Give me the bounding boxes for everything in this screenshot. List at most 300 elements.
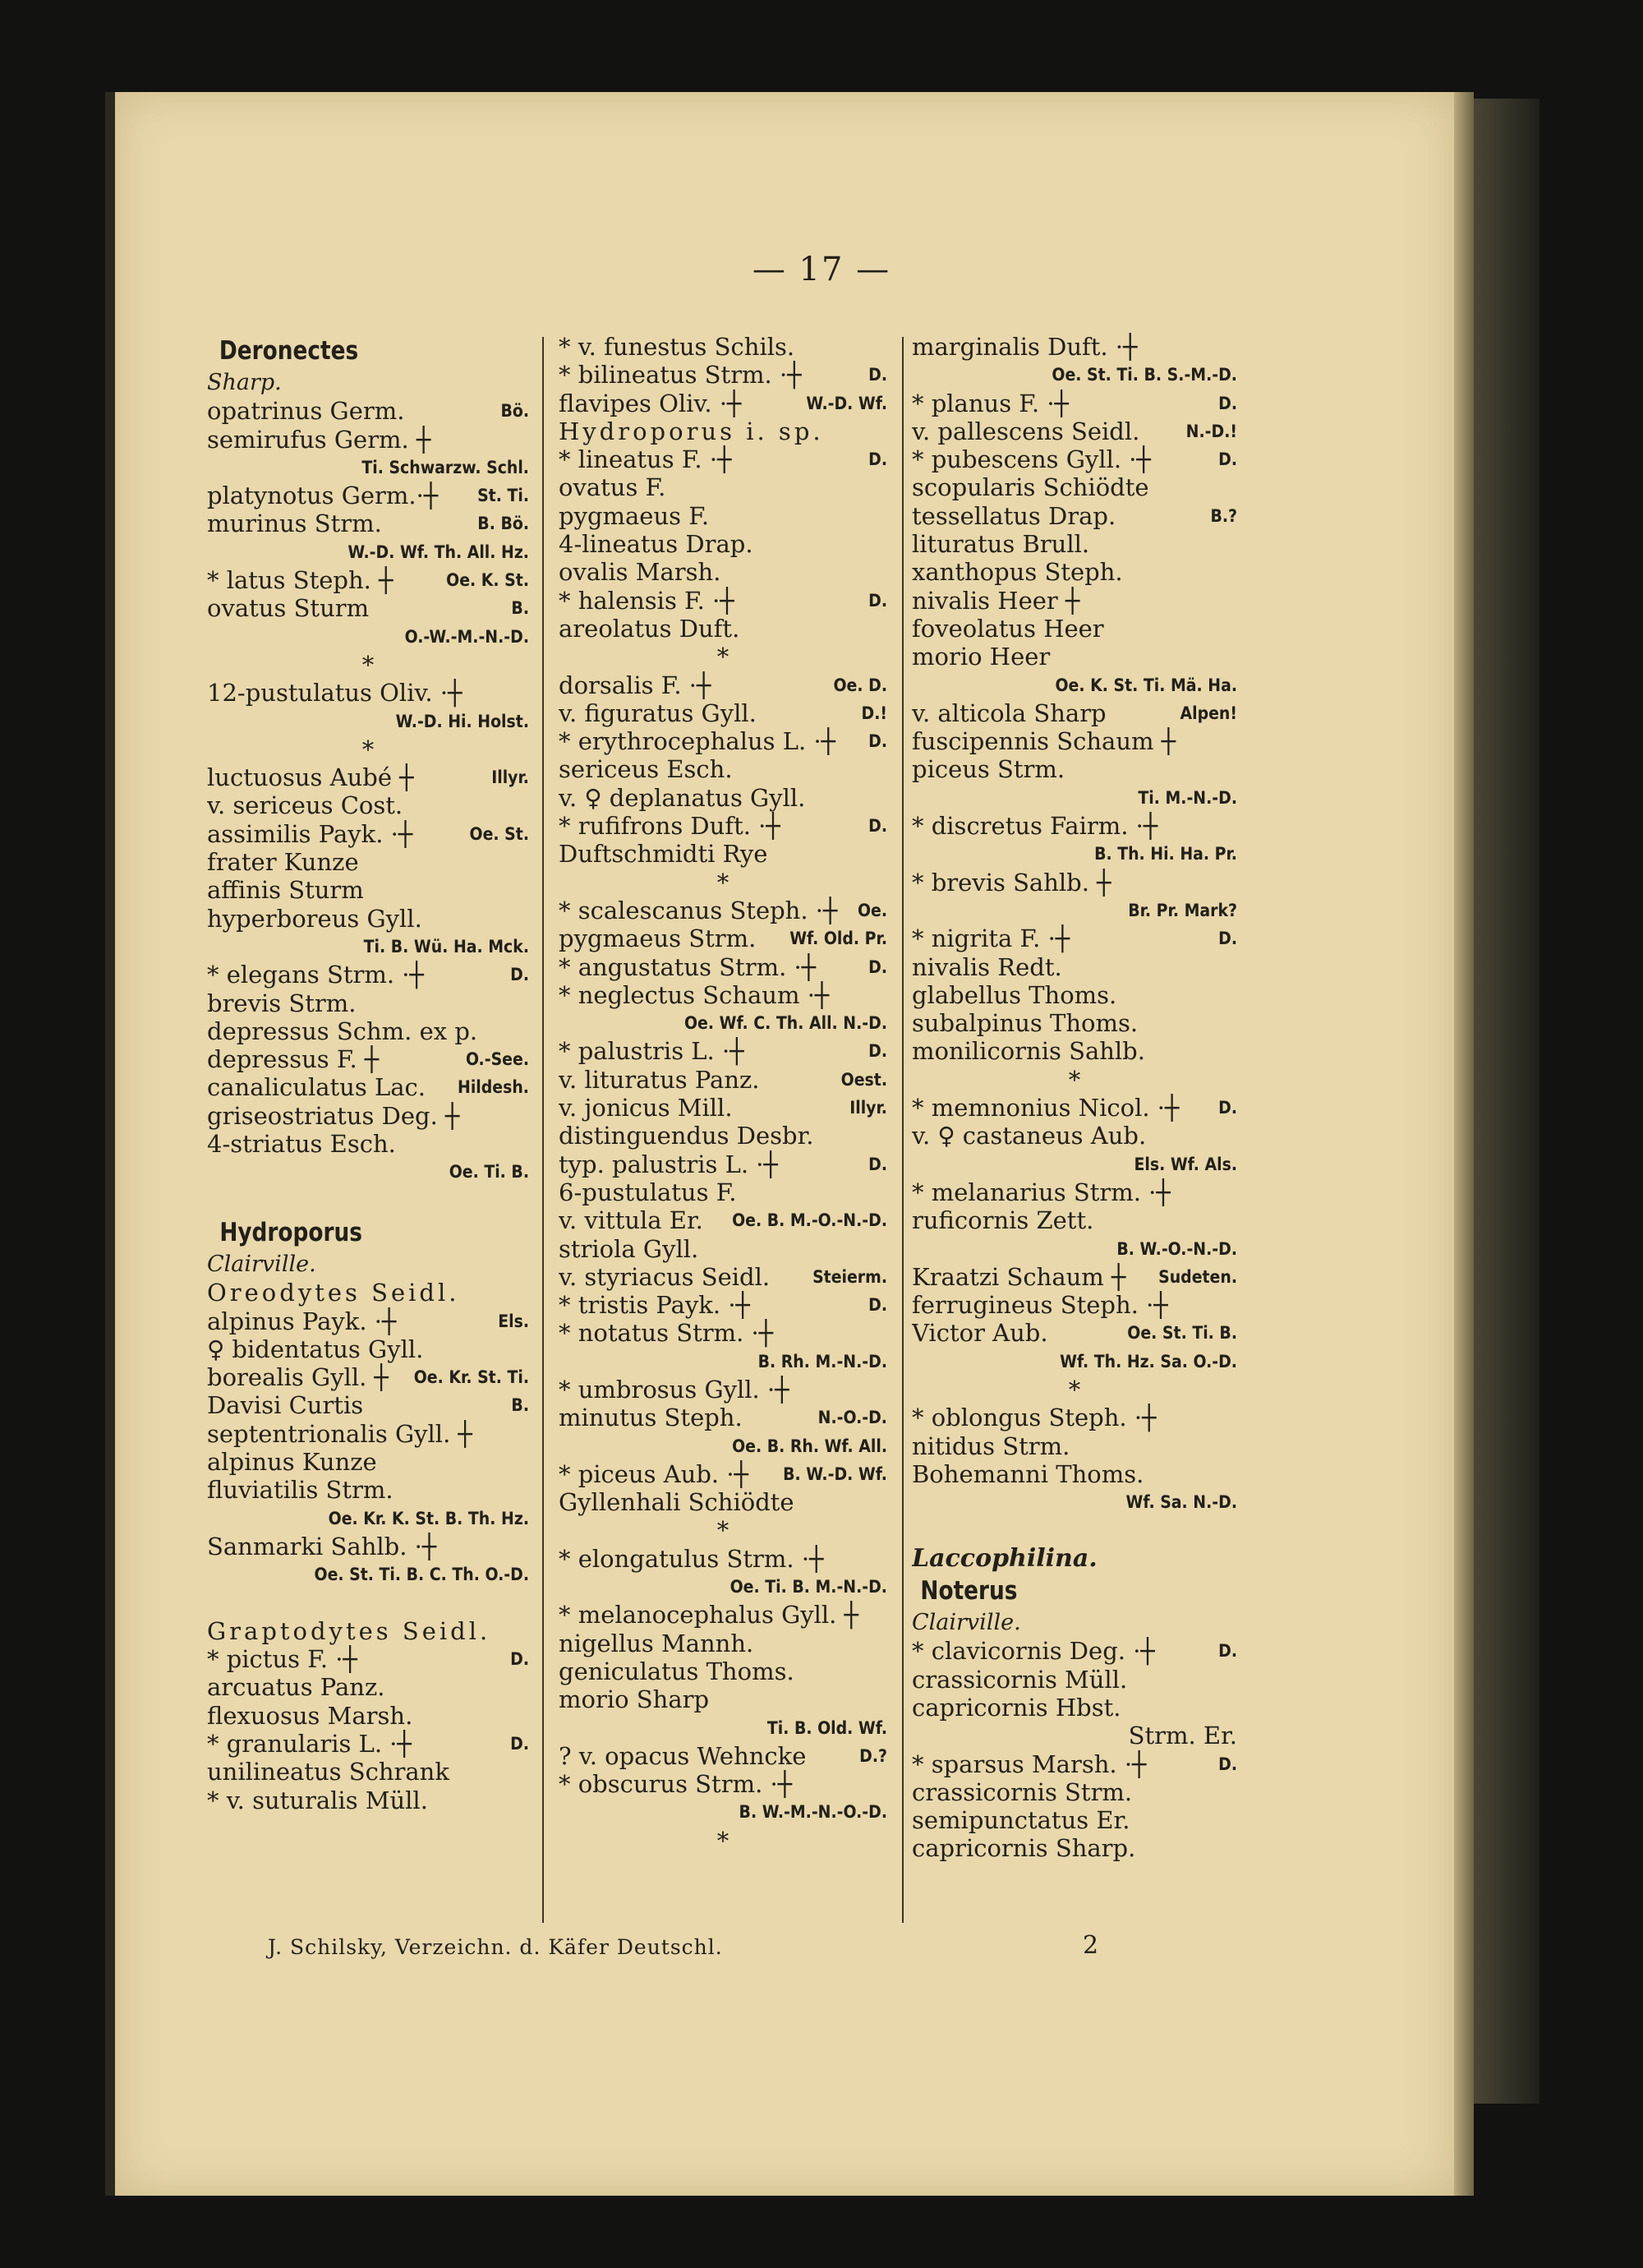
entry-name: dorsalis F. ·┼: [559, 671, 711, 699]
column-divider-right: [902, 337, 904, 1923]
list-item: [912, 671, 1237, 699]
entry-name: * melanocephalus Gyll. ┼: [559, 1601, 859, 1630]
entry-locality: D.: [510, 1649, 529, 1670]
list-item: [912, 473, 1237, 501]
entry-name: semipunctatus Er.: [912, 1806, 1130, 1835]
entry-locality: Els. Wf. Als.: [1134, 1154, 1237, 1174]
entry-locality: Steierm.: [812, 1266, 887, 1287]
list-item: [912, 1037, 1237, 1065]
entry-name: Victor Aub.: [912, 1319, 1048, 1348]
entry-name: * tristis Payk. ·┼: [559, 1291, 750, 1320]
list-item: [559, 390, 887, 417]
entry-locality: D.?: [859, 1745, 887, 1766]
list-item: [912, 924, 1237, 952]
list-item: [559, 840, 887, 868]
entry-locality: D.: [868, 1154, 887, 1174]
entry-locality: W.-D. Wf. Th. All. Hz.: [347, 542, 529, 562]
list-item: [912, 1404, 1237, 1431]
list-item: [912, 1516, 1237, 1544]
list-item: [207, 1391, 529, 1419]
list-item: [207, 763, 529, 791]
entry-locality: B. Rh. M.-N.-D.: [757, 1351, 887, 1371]
entry-locality: O.-See.: [465, 1049, 529, 1070]
list-item: [207, 482, 529, 509]
list-item: [559, 558, 887, 586]
entry-name: * notatus Strm. ·┼: [559, 1319, 774, 1348]
list-item: [207, 594, 529, 622]
entry-name: * obscurus Strm. ·┼: [559, 1770, 793, 1799]
entry-locality: B.?: [1210, 505, 1237, 526]
entry-locality: Sudeten.: [1158, 1266, 1237, 1287]
entry-name: hyperboreus Gyll.: [207, 904, 422, 933]
list-item: [559, 473, 887, 501]
entry-locality: Illyr.: [849, 1098, 887, 1118]
entry-name: opatrinus Germ.: [207, 397, 405, 426]
genus-heading: [912, 1573, 1237, 1609]
entry-name: * v. funestus Schils.: [559, 333, 795, 361]
entry-name: Hydroporus: [219, 1217, 362, 1247]
entry-locality: D.: [868, 816, 887, 837]
entry-name: platynotus Germ.·┼: [207, 482, 439, 510]
list-item: [912, 1376, 1237, 1404]
entry-name: * neglectus Schaum ·┼: [559, 980, 830, 1009]
list-item: [559, 869, 887, 897]
entry-locality: D.: [868, 957, 887, 977]
list-item: [207, 1476, 529, 1504]
entry-name: capricornis Hbst.: [912, 1693, 1121, 1722]
entry-locality: Oe. B. M.-O.-N.-D.: [732, 1210, 887, 1231]
list-item: [207, 1158, 529, 1186]
footer-imprint: J. Schilsky, Verzeichn. d. Käfer Deutschl.: [268, 1935, 723, 1959]
list-item: [912, 812, 1237, 840]
list-item: [207, 1673, 529, 1701]
entry-name: semirufus Germ. ┼: [207, 425, 431, 454]
entry-name: v. lituratus Panz.: [559, 1065, 760, 1094]
entry-name: * oblongus Steph. ·┼: [912, 1404, 1157, 1432]
entry-name: morio Heer: [912, 643, 1051, 671]
signature-mark: 2: [1083, 1931, 1099, 1960]
list-item: [559, 784, 887, 812]
entry-name: * clavicornis Deg. ·┼: [912, 1637, 1155, 1666]
entry-name: Strm. Er.: [1128, 1722, 1237, 1750]
entry-locality: D.: [868, 1041, 887, 1062]
entry-name: 4-striatus Esch.: [207, 1130, 396, 1159]
list-item: [207, 679, 529, 707]
entry-name: xanthopus Steph.: [912, 558, 1123, 587]
list-item: [559, 1545, 887, 1573]
list-item: [559, 1376, 887, 1404]
entry-name: * erythrocephalus L. ·┼: [559, 727, 836, 756]
entry-name: subalpinus Thoms.: [912, 1009, 1139, 1038]
list-item: [559, 1066, 887, 1094]
list-item: [912, 699, 1237, 727]
entry-locality: B. Bö.: [477, 514, 529, 534]
entry-locality: D.!: [861, 703, 887, 723]
entry-name: ovatus F.: [559, 473, 666, 502]
entry-name: * rufifrons Duft. ·┼: [559, 812, 780, 841]
list-item: [559, 1460, 887, 1488]
entry-name: geniculatus Thoms.: [559, 1657, 794, 1685]
entry-name: * elongatulus Strm. ·┼: [559, 1544, 824, 1573]
list-item: [559, 1601, 887, 1629]
entry-locality: Oe. Ti. B.: [449, 1162, 529, 1182]
list-item: [559, 1432, 887, 1460]
list-item: [207, 961, 529, 989]
list-item: [559, 755, 887, 783]
entry-name: marginalis Duft. ·┼: [912, 333, 1138, 361]
entry-locality: Ti. B. Wü. Ha. Mck.: [363, 936, 529, 957]
entry-name: Clairville.: [912, 1610, 1021, 1636]
list-item: [207, 708, 529, 735]
list-item: [207, 848, 529, 876]
list-item: [912, 1806, 1237, 1834]
entry-name: murinus Strm.: [207, 509, 382, 538]
list-item: [559, 587, 887, 615]
entry-locality: D.: [868, 590, 887, 611]
list-item: [912, 1488, 1237, 1516]
list-item: [559, 361, 887, 389]
list-item: [559, 1770, 887, 1798]
entry-locality: B. W.-M.-N.-O.-D.: [739, 1802, 887, 1823]
entry-name: tessellatus Drap.: [912, 501, 1116, 530]
list-item: [912, 953, 1237, 981]
list-item: [559, 812, 887, 840]
entry-name: * memnonius Nicol. ·┼: [912, 1094, 1180, 1122]
entry-name: ovalis Marsh.: [559, 558, 721, 587]
entry-name: striola Gyll.: [559, 1234, 699, 1263]
list-item: [912, 1750, 1237, 1778]
column-right: [912, 333, 1237, 1863]
entry-locality: Ti. M.-N.-D.: [1138, 787, 1237, 808]
subgenus-heading: [207, 1617, 529, 1645]
list-item: [912, 1263, 1237, 1291]
entry-name: * discretus Fairm. ·┼: [912, 812, 1158, 841]
entry-locality: B.: [511, 1395, 529, 1416]
entry-name: flexuosus Marsh.: [207, 1701, 413, 1730]
entry-name: scopularis Schiödte: [912, 473, 1149, 502]
list-item: [912, 981, 1237, 1009]
book-block-edge: [1474, 99, 1539, 2104]
entry-name: Sharp.: [207, 370, 282, 395]
entry-name: v. alticola Sharp: [912, 698, 1107, 727]
entry-locality: D.: [1218, 1641, 1237, 1662]
entry-locality: D.: [1218, 1754, 1237, 1774]
entry-name: v. jonicus Mill.: [559, 1094, 733, 1122]
entry-name: * pictus F. ·┼: [207, 1645, 357, 1674]
entry-locality: N.-D.!: [1185, 421, 1237, 441]
page-fore-edge: [1454, 92, 1474, 2196]
list-item: [559, 1009, 887, 1037]
genus-author: [207, 369, 529, 397]
entry-name: luctuosus Aubé ┼: [207, 763, 414, 792]
list-item: [912, 1637, 1237, 1665]
entry-name: v. ♀ castaneus Aub.: [912, 1122, 1147, 1150]
entry-name: frater Kunze: [207, 848, 359, 877]
list-item: [207, 1420, 529, 1448]
entry-name: canaliculatus Lac.: [207, 1073, 426, 1102]
list-item: [912, 390, 1237, 417]
entry-locality: W.-D. Wf.: [806, 393, 887, 413]
entry-locality: Hildesh.: [458, 1077, 529, 1098]
list-item: [559, 445, 887, 473]
list-item: [207, 651, 529, 679]
list-item: [912, 1460, 1237, 1488]
entry-name: ? v. opacus Wehncke: [559, 1741, 807, 1770]
list-item: [207, 1560, 529, 1588]
list-item: [559, 530, 887, 558]
list-item: [912, 1206, 1237, 1234]
entry-name: Hydroporus i. sp.: [559, 417, 824, 445]
list-item: [912, 1778, 1237, 1806]
list-item: [207, 1730, 529, 1758]
genus-heading: [207, 333, 529, 369]
list-item: [912, 1178, 1237, 1206]
list-item: [912, 1432, 1237, 1460]
list-item: [912, 1666, 1237, 1694]
list-item: [207, 1645, 529, 1673]
entry-name: * umbrosus Gyll. ·┼: [559, 1375, 789, 1404]
list-item: [912, 755, 1237, 783]
list-item: [912, 587, 1237, 615]
entry-name: ♀ bidentatus Gyll.: [207, 1335, 424, 1363]
entry-locality: N.-O.-D.: [817, 1408, 887, 1428]
entry-locality: B. W.-O.-N.-D.: [1116, 1238, 1237, 1259]
genus-heading: [207, 1215, 529, 1251]
entry-name: monilicornis Sahlb.: [912, 1037, 1145, 1066]
entry-name: v. figuratus Gyll.: [559, 698, 757, 727]
entry-locality: D.: [1218, 929, 1237, 949]
list-item: [559, 1798, 887, 1826]
entry-name: *: [361, 650, 375, 679]
list-item: [207, 397, 529, 425]
entry-locality: B. Th. Hi. Ha. Pr.: [1094, 844, 1237, 864]
list-item: [912, 784, 1237, 812]
entry-name: *: [1068, 1065, 1081, 1094]
list-item: [912, 1235, 1237, 1263]
tribe-heading: [912, 1545, 1237, 1573]
list-item: [912, 1722, 1237, 1749]
entry-name: ovatus Sturm: [207, 594, 370, 623]
list-item: [559, 1122, 887, 1150]
entry-name: *: [716, 1516, 729, 1545]
entry-name: * pubescens Gyll. ·┼: [912, 445, 1151, 474]
entry-name: * nigrita F. ·┼: [912, 924, 1070, 953]
entry-name: distinguendus Desbr.: [559, 1122, 814, 1150]
entry-name: v. styriacus Seidl.: [559, 1262, 771, 1291]
entry-locality: Oe. B. Rh. Wf. All.: [732, 1436, 887, 1456]
list-item: [207, 905, 529, 933]
list-item: [912, 558, 1237, 586]
entry-name: griseostriatus Deg. ┼: [207, 1101, 460, 1130]
list-item: [207, 509, 529, 537]
entry-name: * piceus Aub. ·┼: [559, 1459, 749, 1488]
list-item: [207, 1017, 529, 1045]
entry-locality: Oe. Wf. C. Th. All. N.-D.: [683, 1013, 887, 1034]
entry-name: Clairville.: [207, 1251, 316, 1277]
list-item: [559, 1685, 887, 1713]
list-item: [559, 502, 887, 530]
entry-locality: Oest.: [840, 1069, 887, 1090]
list-item: [207, 1533, 529, 1560]
entry-name: * granularis L. ·┼: [207, 1729, 412, 1758]
entry-name: crassicornis Müll.: [912, 1665, 1128, 1694]
entry-locality: Ti. B. Old. Wf.: [766, 1717, 887, 1738]
list-item: [559, 1037, 887, 1065]
entry-locality: Oe. K. St. Ti. Mä. Ha.: [1055, 675, 1237, 695]
entry-name: * angustatus Strm. ·┼: [559, 952, 817, 981]
entry-name: pygmaeus F.: [559, 501, 710, 530]
list-item: [559, 1348, 887, 1376]
list-item: [207, 1307, 529, 1335]
list-item: [559, 1178, 887, 1206]
list-item: [559, 1714, 887, 1742]
list-item: [207, 876, 529, 904]
list-item: [207, 1363, 529, 1391]
list-item: [207, 1448, 529, 1476]
entry-name: alpinus Kunze: [207, 1447, 377, 1476]
list-item: [559, 924, 887, 952]
list-item: [912, 445, 1237, 473]
entry-name: nivalis Redt.: [912, 952, 1062, 981]
list-item: [559, 1291, 887, 1319]
list-item: [559, 643, 887, 671]
list-item: [207, 989, 529, 1017]
entry-locality: Oe. Kr. St. Ti.: [413, 1367, 529, 1388]
list-item: [912, 643, 1237, 671]
entry-locality: Ti. Schwarzw. Schl.: [361, 457, 529, 477]
entry-locality: D.: [868, 731, 887, 752]
list-item: [207, 1130, 529, 1158]
entry-name: nitidus Strm.: [912, 1431, 1070, 1460]
entry-name: Oreodytes Seidl.: [207, 1279, 460, 1307]
list-item: [207, 623, 529, 651]
list-item: [207, 538, 529, 566]
entry-locality: D.: [868, 1295, 887, 1316]
list-item: [207, 1505, 529, 1533]
list-item: [559, 1573, 887, 1601]
entry-locality: Wf. Th. Hz. Sa. O.-D.: [1060, 1351, 1237, 1371]
list-item: [559, 1150, 887, 1178]
entry-locality: Br. Pr. Mark?: [1128, 900, 1237, 920]
subgenus-heading: [559, 417, 887, 445]
entry-locality: Alpen!: [1180, 703, 1237, 723]
list-item: [912, 417, 1237, 445]
entry-name: * sparsus Marsh. ·┼: [912, 1749, 1147, 1778]
entry-locality: Wf. Sa. N.-D.: [1125, 1492, 1237, 1513]
list-item: [559, 1094, 887, 1122]
entry-locality: St. Ti.: [477, 486, 529, 506]
entry-name: * palustris L. ·┼: [559, 1037, 744, 1066]
entry-locality: D.: [1218, 1098, 1237, 1118]
entry-locality: Oe. St. Ti. B.: [1127, 1323, 1237, 1344]
entry-name: pygmaeus Strm.: [559, 924, 757, 953]
list-item: [207, 1187, 529, 1215]
list-item: [559, 727, 887, 755]
entry-name: * v. suturalis Müll.: [207, 1786, 428, 1814]
list-item: [912, 1094, 1237, 1122]
list-item: [207, 933, 529, 961]
entry-name: Graptodytes Seidl.: [207, 1616, 491, 1645]
column-middle: [559, 333, 887, 1855]
list-item: [207, 735, 529, 763]
entry-locality: Oe. St.: [469, 823, 529, 844]
entry-name: fluviatilis Strm.: [207, 1476, 393, 1505]
list-item: [207, 1702, 529, 1730]
list-item: [207, 791, 529, 819]
list-item: [559, 981, 887, 1009]
list-item: [912, 727, 1237, 755]
list-item: [559, 1404, 887, 1431]
entry-locality: Wf. Old. Pr.: [789, 929, 887, 949]
list-item: [207, 1588, 529, 1616]
entry-name: brevis Strm.: [207, 989, 357, 1017]
entry-name: nigellus Mannh.: [559, 1629, 754, 1657]
entry-name: affinis Sturm: [207, 876, 364, 905]
list-item: [912, 333, 1237, 361]
entry-name: areolatus Duft.: [559, 614, 740, 643]
list-item: [207, 454, 529, 482]
list-item: [207, 820, 529, 848]
list-item: [207, 1045, 529, 1073]
entry-name: * planus F. ·┼: [912, 389, 1070, 417]
entry-name: Bohemanni Thoms.: [912, 1459, 1144, 1488]
entry-name: morio Sharp: [559, 1685, 710, 1714]
list-item: [912, 615, 1237, 643]
list-item: [559, 1235, 887, 1263]
entry-name: v. pallescens Seidl.: [912, 417, 1140, 445]
list-item: [207, 1758, 529, 1786]
list-item: [912, 530, 1237, 558]
entry-name: crassicornis Strm.: [912, 1777, 1133, 1806]
list-item: [912, 1066, 1237, 1094]
entry-name: flavipes Oliv. ·┼: [559, 389, 742, 417]
entry-name: septentrionalis Gyll. ┼: [207, 1419, 472, 1448]
list-item: [207, 426, 529, 454]
list-item: [559, 953, 887, 981]
entry-name: ruficornis Zett.: [912, 1206, 1094, 1235]
entry-name: Kraatzi Schaum ┼: [912, 1262, 1126, 1291]
entry-locality: Oe. K. St.: [446, 570, 529, 591]
entry-name: * latus Steph. ┼: [207, 566, 393, 595]
list-item: [559, 897, 887, 924]
entry-name: Davisi Curtis: [207, 1391, 364, 1420]
page-number: — 17 —: [752, 251, 891, 288]
list-item: [559, 1742, 887, 1770]
entry-name: capricornis Sharp.: [912, 1834, 1136, 1863]
entry-locality: D.: [1218, 393, 1237, 413]
entry-name: v. sericeus Cost.: [207, 791, 403, 820]
entry-name: 4-lineatus Drap.: [559, 530, 753, 559]
entry-name: v. ♀ deplanatus Gyll.: [559, 783, 806, 812]
list-item: [912, 840, 1237, 868]
entry-locality: D.: [868, 449, 887, 470]
entry-name: *: [1068, 1375, 1081, 1404]
list-item: [559, 671, 887, 699]
entry-name: minutus Steph.: [559, 1404, 743, 1432]
entry-name: *: [716, 643, 729, 671]
list-item: [559, 1319, 887, 1347]
entry-name: typ. palustris L. ·┼: [559, 1150, 778, 1178]
entry-name: lituratus Brull.: [912, 530, 1090, 559]
entry-locality: Oe. Ti. B. M.-N.-D.: [729, 1577, 887, 1597]
list-item: [559, 1206, 887, 1234]
list-item: [912, 1319, 1237, 1347]
list-item: [207, 566, 529, 594]
entry-locality: Els.: [498, 1311, 529, 1331]
list-item: [912, 1009, 1237, 1037]
list-item: [559, 615, 887, 643]
list-item: [207, 1102, 529, 1130]
